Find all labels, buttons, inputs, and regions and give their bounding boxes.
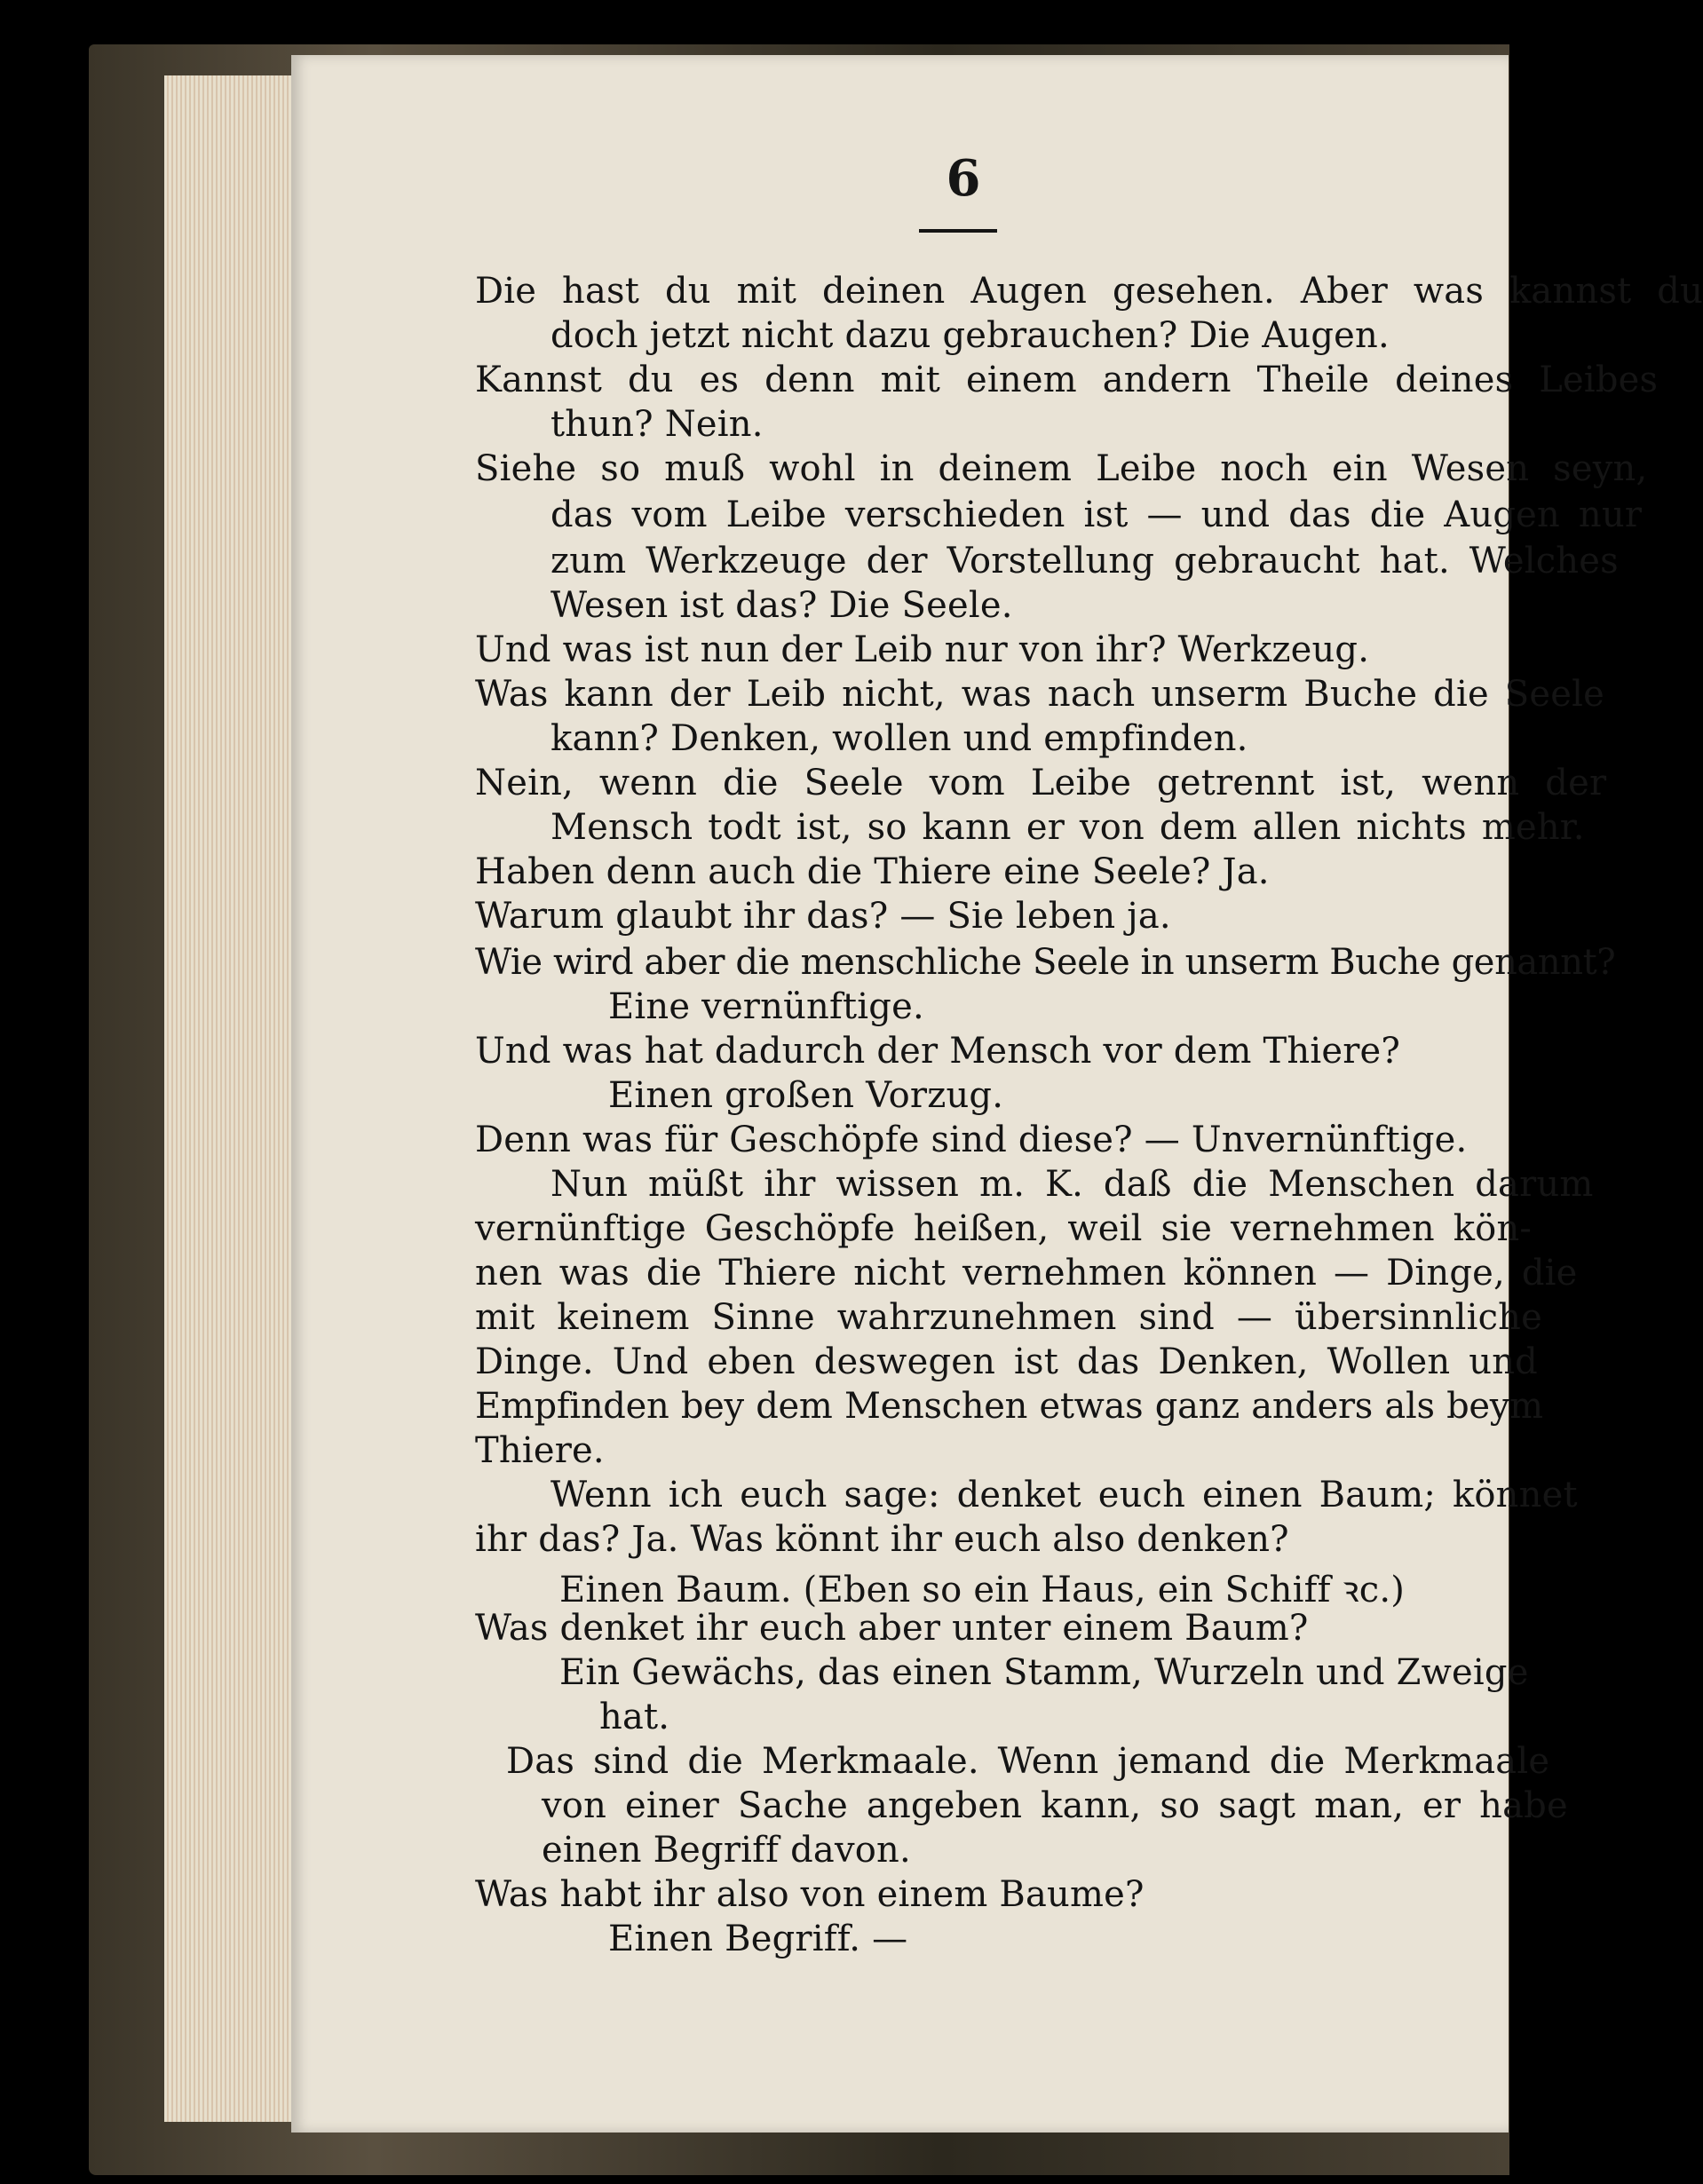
header-rule bbox=[919, 229, 997, 233]
text-line: Wenn ich euch sage: denket euch einen Baum; könnet bbox=[551, 1475, 1578, 1515]
text-line: Haben denn auch die Thiere eine Seele? Ja. bbox=[475, 851, 1270, 892]
text-line: Eine vernünftige. bbox=[608, 986, 924, 1027]
text-line: Siehe so muß wohl in deinem Leibe noch ein Wesen seyn, bbox=[475, 448, 1648, 489]
text-line: Wesen ist das? Die Seele. bbox=[551, 585, 1013, 626]
text-line: Nein, wenn die Seele vom Leibe getrennt ist, wenn der bbox=[475, 763, 1607, 803]
page-number: 6 bbox=[946, 149, 981, 208]
text-line: Und was ist nun der Leib nur von ihr? Werkzeug. bbox=[475, 629, 1370, 670]
text-line: Empfinden bey dem Menschen etwas ganz anders als beym bbox=[475, 1386, 1543, 1427]
text-line: Das sind die Merkmaale. Wenn jemand die Merkmaale bbox=[506, 1741, 1550, 1782]
text-line: doch jetzt nicht dazu gebrauchen? Die Augen. bbox=[551, 315, 1390, 356]
text-line: mit keinem Sinne wahrzunehmen sind — übersinnliche bbox=[475, 1297, 1543, 1338]
text-line: Warum glaubt ihr das? — Sie leben ja. bbox=[475, 896, 1171, 937]
text-line: einen Begriff davon. bbox=[542, 1830, 911, 1871]
text-line: Einen Begriff. — bbox=[608, 1919, 908, 1959]
text-line: nen was die Thiere nicht vernehmen können — Dinge, die bbox=[475, 1253, 1578, 1294]
text-line: Was kann der Leib nicht, was nach unserm Buche die Seele bbox=[475, 674, 1604, 715]
text-line: Denn was für Geschöpfe sind diese? — Unvernünftige. bbox=[475, 1120, 1468, 1160]
text-line: Kannst du es denn mit einem andern Theile deines Leibes bbox=[475, 360, 1659, 400]
text-line: kann? Denken, wollen und empfinden. bbox=[551, 718, 1248, 759]
text-line: Mensch todt ist, so kann er von dem allen nichts mehr. bbox=[551, 807, 1585, 848]
text-line: thun? Nein. bbox=[551, 404, 764, 445]
text-line: hat. bbox=[599, 1697, 670, 1737]
text-line: zum Werkzeuge der Vorstellung gebraucht hat. Welches bbox=[551, 541, 1619, 582]
text-line: vernünftige Geschöpfe heißen, weil sie vernehmen kön- bbox=[475, 1208, 1533, 1249]
page-edges bbox=[164, 75, 297, 2122]
text-line: Die hast du mit deinen Augen gesehen. Aber was kannst du bbox=[475, 271, 1703, 312]
text-line: Und was hat dadurch der Mensch vor dem Thiere? bbox=[475, 1031, 1401, 1072]
text-line: Nun müßt ihr wissen m. K. daß die Menschen darum bbox=[551, 1164, 1594, 1205]
text-line: Einen Baum. (Eben so ein Haus, ein Schiff ꝛc.) bbox=[559, 1570, 1406, 1610]
text-line: Was habt ihr also von einem Baume? bbox=[475, 1874, 1145, 1915]
text-line: Wie wird aber die menschliche Seele in unserm Buche genannt? bbox=[475, 942, 1616, 983]
text-line: Dinge. Und eben deswegen ist das Denken, Wollen und bbox=[475, 1341, 1538, 1382]
text-line: Einen großen Vorzug. bbox=[608, 1075, 1004, 1116]
text-line: das vom Leibe verschieden ist — und das die Augen nur bbox=[551, 495, 1643, 535]
text-line: ihr das? Ja. Was könnt ihr euch also denken? bbox=[475, 1519, 1289, 1560]
text-line: Thiere. bbox=[475, 1430, 605, 1471]
text-line: Ein Gewächs, das einen Stamm, Wurzeln und Zweige bbox=[559, 1652, 1529, 1693]
text-line: von einer Sache angeben kann, so sagt man, er habe bbox=[542, 1785, 1568, 1826]
text-line: Was denket ihr euch aber unter einem Baum? bbox=[475, 1608, 1309, 1649]
